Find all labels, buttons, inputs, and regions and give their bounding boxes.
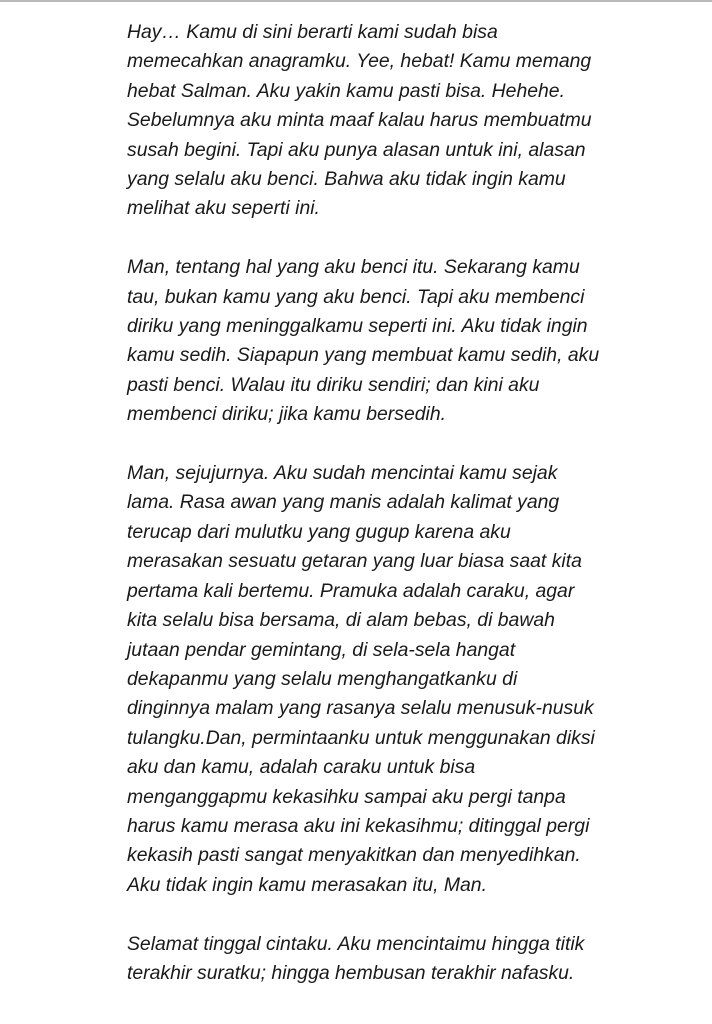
top-divider: [0, 0, 712, 2]
letter-paragraph-3: Man, sejujurnya. Aku sudah mencintai kamu sejak lama. Rasa awan yang manis adalah kalimat yang terucap dari mulutku yang gugup karena aku merasakan sesuatu getaran yang luar biasa saat kita pertama kali bertemu. Pramuka adalah caraku, agar kita selalu bisa bersama, di alam bebas, di bawah jutaan pendar gemintang, di sela-sela hangat dekapanmu yang selalu menghangatkanku di dinginnya malam yang rasanya selalu menusuk-nusuk tulangku.Dan, permintaanku untuk menggunakan diksi aku dan kamu, adalah caraku untuk bisa menganggapmu kekasihku sampai aku pergi tanpa harus kamu merasa aku ini kekasihmu; ditinggal pergi kekasih pasti sangat menyakitkan dan menyedihkan. Aku tidak ingin kamu merasakan itu, Man.: [127, 462, 595, 896]
letter-paragraph-4: Selamat tinggal cintaku. Aku mencintaimu hingga titik terakhir suratku; hingga hembusan terakhir nafasku.: [127, 932, 585, 984]
letter-paragraph-1: Hay… Kamu di sini berarti kami sudah bisa memecahkan anagramku. Yee, hebat! Kamu memang hebat Salman. Aku yakin kamu pasti bisa. Hehehe. Sebelumnya aku minta maaf kalau harus membuatmu susah begini. Tapi aku punya alasan untuk ini, alasan yang selalu aku benci. Bahwa aku tidak ingin kamu melihat aku seperti ini.: [127, 21, 592, 220]
letter-paragraph-2: Man, tentang hal yang aku benci itu. Sekarang kamu tau, bukan kamu yang aku benci. Tapi aku membenci diriku yang meninggalkamu seperti ini. Aku tidak ingin kamu sedih. Siapapun yang membuat kamu sedih, aku pasti benci. Walau itu diriku sendiri; dan kini aku membenci diriku; jika kamu bersedih.: [127, 256, 600, 426]
letter-body: [127, 18, 677, 988]
